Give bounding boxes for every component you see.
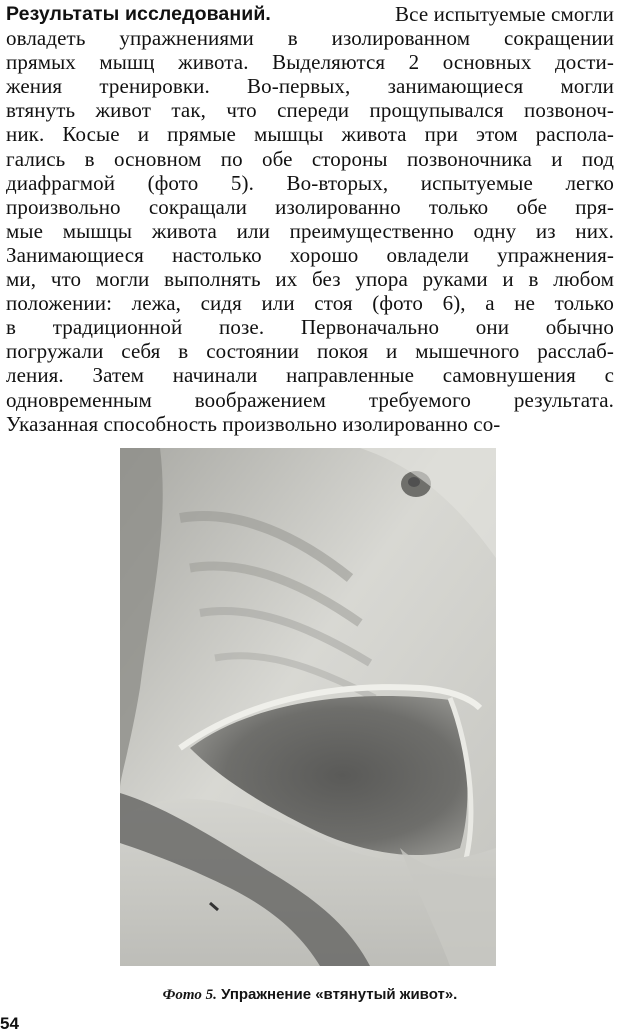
text-line-content: втянуть живот так, что спереди прощупывался позвоноч- (6, 98, 614, 123)
text-line-content: в традиционной позе. Первоначально они обычно (6, 315, 614, 340)
section-heading: Результаты исследований. (6, 3, 271, 25)
photo-image (120, 448, 496, 966)
text-line (6, 98, 614, 122)
text-line (6, 267, 614, 291)
text-line (6, 291, 614, 315)
caption-text: Упражнение «втянутый живот». (221, 986, 458, 1003)
text-line (6, 412, 614, 436)
text-line-content: ления. Затем начинали направленные самовнушения с (6, 363, 614, 388)
text-line-content: ми, что могли выполнять их без упора руками и в любом (6, 267, 614, 292)
text-line (6, 171, 614, 195)
text-line (6, 388, 614, 412)
caption-label: Фото 5. (162, 987, 217, 1003)
text-line-content: положении: лежа, сидя или стоя (фото 6), а не только (6, 291, 614, 316)
photo-caption (0, 986, 620, 1004)
text-line (6, 74, 614, 98)
text-line-content: одновременным воображением требуемого результата. (6, 387, 614, 412)
text-line (6, 363, 614, 387)
text-line-content: Все испытуемые смогли (395, 2, 614, 26)
text-line (6, 315, 614, 339)
text-line (6, 219, 614, 243)
text-line-content: мые мышцы живота или преимущественно одну из них. (6, 218, 614, 243)
text-line-content: жения тренировки. Во-первых, занимающиеся могли (6, 74, 614, 99)
text-line (6, 243, 614, 267)
text-line-content: прямых мышц живота. Выделяются 2 основных дости- (6, 50, 614, 75)
text-line (6, 50, 614, 74)
text-line-content: Указанная способность произвольно изолированно со- (6, 411, 501, 436)
text-line (6, 195, 614, 219)
page-number: 54 (0, 1014, 19, 1033)
body-text (6, 2, 614, 436)
photo-abdomen (120, 448, 496, 966)
text-line-content: погружали себя в состоянии покоя и мышечного расслаб- (6, 339, 614, 364)
text-line (6, 2, 614, 26)
text-line (6, 339, 614, 363)
text-line-content: ник. Косые и прямые мышцы живота при этом распола- (6, 122, 614, 147)
text-line-content: овладеть упражнениями в изолированном сокращении (6, 26, 614, 51)
text-line (6, 147, 614, 171)
text-line-content: произвольно сокращали изолированно только обе пря- (6, 194, 614, 219)
text-line-content: Занимающиеся настолько хорошо овладели упражнения- (6, 242, 614, 267)
text-line (6, 26, 614, 50)
text-line-content: гались в основном по обе стороны позвоночника и под (6, 146, 614, 171)
text-line-content: диафрагмой (фото 5). Во-вторых, испытуемые легко (6, 170, 614, 195)
text-line (6, 122, 614, 146)
